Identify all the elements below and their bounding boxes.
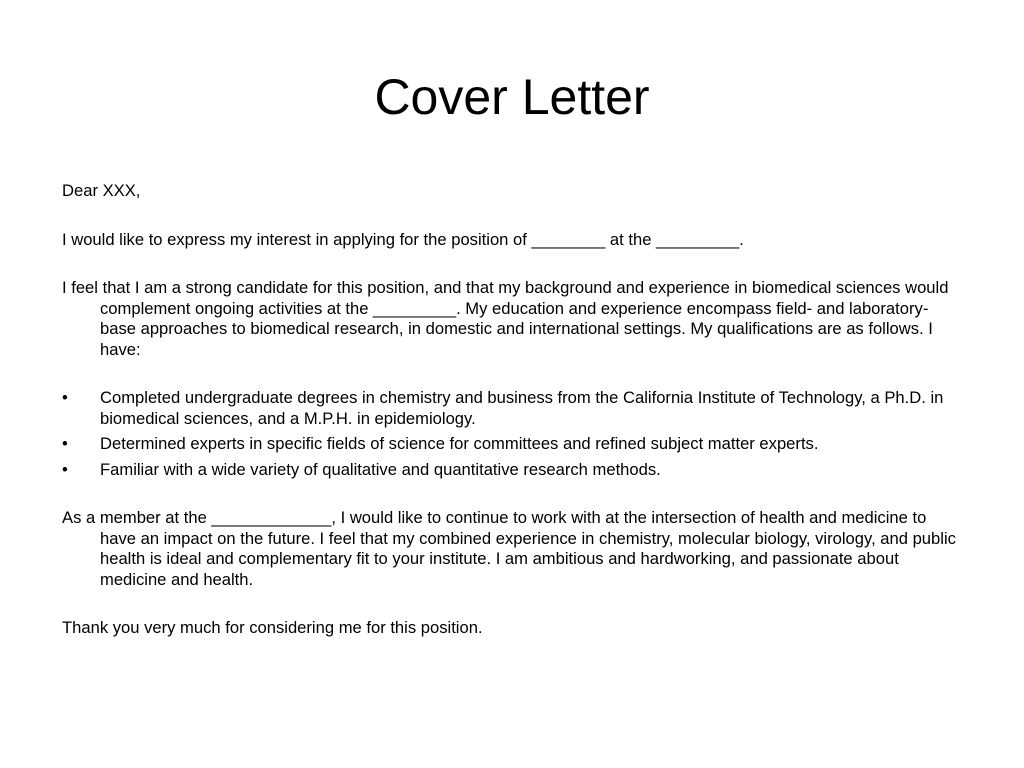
list-item <box>62 460 962 481</box>
list-item-text: Completed undergraduate degrees in chemistry and business from the California Institute of Technology, a Ph.D. in biomedical sciences, and a M.P.H. in epidemiology. <box>100 388 944 428</box>
paragraph-candidate: I feel that I am a strong candidate for this position, and that my background and experience in biomedical sciences would complement ongoing activities at the _________. My education and experience encompass field- and laboratory-base approaches to biomedical research, in domestic and international settings. My qualifications are as follows. I have: <box>62 278 949 359</box>
bullet-dot-icon: • <box>62 459 68 479</box>
letter-body <box>62 181 962 639</box>
qualifications-list <box>62 388 962 480</box>
bullet-dot-icon: • <box>62 434 68 453</box>
slide-title: Cover Letter <box>374 69 650 125</box>
closing-line: Thank you very much for considering me for this position. <box>62 618 483 637</box>
paragraph-interest: I would like to express my interest in applying for the position of ________ at the _________. <box>62 229 744 249</box>
list-item-text: Determined experts in specific fields of science for committees and refined subject matter experts. <box>100 434 819 453</box>
salutation: Dear XXX, <box>62 181 141 200</box>
list-item <box>62 434 962 455</box>
list-item <box>62 388 962 429</box>
list-item-text: Familiar with a wide variety of qualitative and quantitative research methods. <box>100 459 661 479</box>
paragraph-member: As a member at the _____________, I would like to continue to work with at the intersection of health and medicine to have an impact on the future. I feel that my combined experience in chemistry, molecular biology, virology, and public health is ideal and complementary fit to your institute. I am ambitious and hardworking, and passionate about medicine and health. <box>62 508 956 589</box>
bullet-dot-icon: • <box>62 388 68 407</box>
